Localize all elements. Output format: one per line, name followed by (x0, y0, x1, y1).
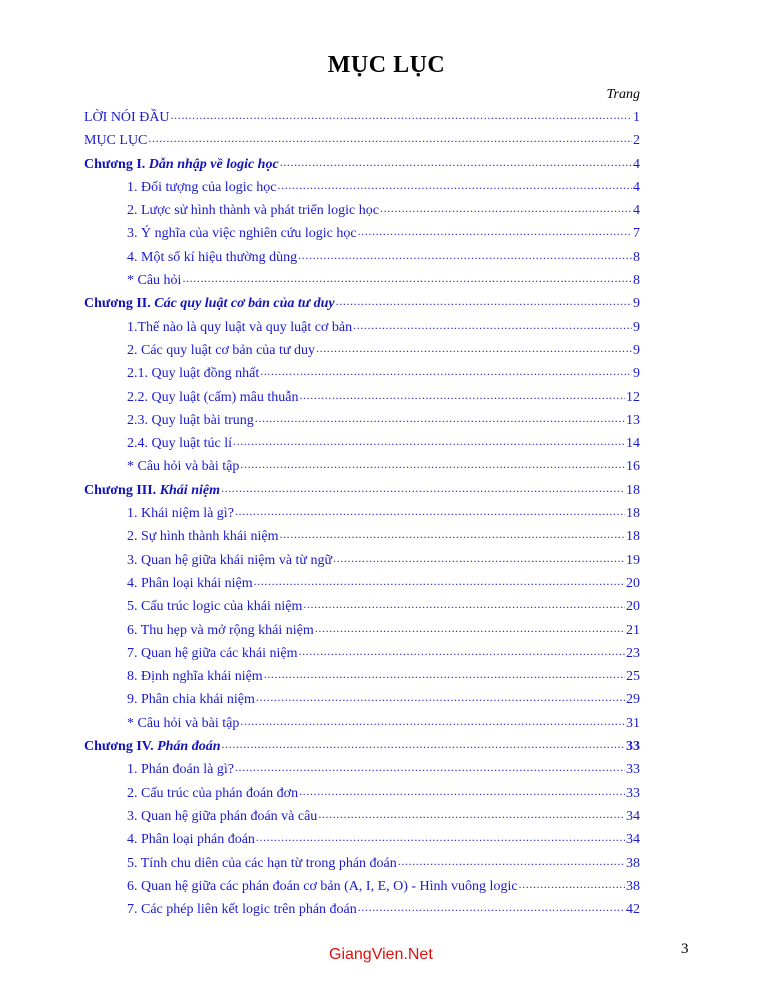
toc-entry[interactable] (84, 759, 640, 782)
dot-leader (398, 853, 625, 867)
watermark: GiangVien.Net (329, 946, 433, 963)
table-of-contents (84, 107, 640, 922)
toc-entry-title: 2.2. Quy luật (cấm) mâu thuẫn (127, 389, 299, 405)
dot-leader (255, 410, 625, 424)
dot-leader (235, 503, 625, 517)
toc-page-number: 4 (633, 156, 640, 172)
toc-page-number: 38 (626, 855, 640, 871)
chapter-label: Chương I. (84, 156, 149, 172)
toc-entry-title: * Câu hỏi và bài tập (127, 715, 240, 731)
toc-page-number: 21 (626, 622, 640, 638)
toc-page-number: 13 (626, 412, 640, 428)
toc-page-number: 14 (626, 436, 640, 452)
dot-leader (298, 247, 632, 261)
dot-leader (278, 177, 632, 191)
toc-entry[interactable] (84, 526, 640, 549)
toc-entry[interactable] (84, 456, 640, 479)
toc-entry[interactable] (84, 713, 640, 736)
toc-entry-title: 7. Quan hệ giữa các khái niệm (127, 645, 298, 661)
toc-page-number: 20 (626, 575, 640, 591)
toc-entry[interactable] (84, 223, 640, 246)
toc-page-number: 4 (633, 179, 640, 195)
toc-entry[interactable] (84, 806, 640, 829)
toc-page-number: 33 (626, 762, 640, 778)
toc-chapter-entry[interactable] (84, 293, 640, 316)
dot-leader (298, 643, 625, 657)
toc-page-number: 9 (633, 319, 640, 335)
toc-entry-title: 5. Cấu trúc logic của khái niệm (127, 599, 303, 615)
toc-entry[interactable] (84, 200, 640, 223)
toc-page-number: 19 (626, 552, 640, 568)
toc-entry[interactable] (84, 363, 640, 386)
toc-entry[interactable] (84, 573, 640, 596)
toc-page-number: 4 (633, 203, 640, 219)
toc-entry[interactable] (84, 340, 640, 363)
dot-leader (222, 736, 625, 750)
toc-chapter-entry[interactable] (84, 736, 640, 759)
toc-entry-title: MỤC LỤC (84, 133, 148, 149)
toc-entry[interactable] (84, 596, 640, 619)
toc-entry[interactable] (84, 620, 640, 643)
toc-entry[interactable] (84, 783, 640, 806)
toc-entry-title: 6. Quan hệ giữa các phán đoán cơ bản (A, I, E, O) - Hình vuông logic (127, 878, 518, 894)
toc-entry-title: 4. Một số kí hiệu thường dùng (127, 249, 298, 265)
toc-entry-title: 3. Quan hệ giữa phán đoán và câu (127, 808, 318, 824)
chapter-label: Chương IV. (84, 739, 158, 755)
toc-entry-title: 1. Phán đoán là gì? (127, 762, 234, 778)
dot-leader (519, 876, 625, 890)
toc-page-number: 20 (626, 599, 640, 615)
toc-entry-title: 2. Các quy luật cơ bản của tư duy (127, 342, 315, 358)
dot-leader (380, 200, 632, 214)
dot-leader (358, 899, 625, 913)
dot-leader (240, 456, 625, 470)
toc-entry-title (84, 483, 220, 499)
toc-page-number: 18 (626, 529, 640, 545)
dot-leader (171, 107, 632, 121)
toc-chapter-entry[interactable] (84, 154, 640, 177)
toc-page-number: 18 (626, 506, 640, 522)
dot-leader (333, 550, 625, 564)
toc-entry-title: 2.4. Quy luật túc lí (127, 436, 232, 452)
page-number: 3 (681, 941, 689, 957)
dot-leader (256, 689, 625, 703)
dot-leader (279, 526, 625, 540)
dot-leader (303, 596, 625, 610)
toc-page-number: 25 (626, 669, 640, 685)
toc-page-number: 42 (626, 902, 640, 918)
toc-entry[interactable] (84, 829, 640, 852)
dot-leader (316, 340, 632, 354)
dot-leader (256, 829, 625, 843)
toc-entry-title: 6. Thu hẹp và mở rộng khái niệm (127, 622, 314, 638)
chapter-title: Các quy luật cơ bản của tư duy (154, 296, 335, 312)
toc-page-number: 23 (626, 645, 640, 661)
toc-page-number: 33 (626, 739, 640, 755)
toc-entry[interactable] (84, 130, 640, 153)
toc-entry-title: 7. Các phép liên kết logic trên phán đoán (127, 902, 357, 918)
dot-leader (235, 759, 625, 773)
dot-leader (260, 363, 632, 377)
dot-leader (221, 480, 625, 494)
toc-entry[interactable] (84, 270, 640, 293)
toc-entry[interactable] (84, 317, 640, 340)
dot-leader (254, 573, 625, 587)
toc-page-number: 18 (626, 482, 640, 498)
toc-page-number: 34 (626, 832, 640, 848)
toc-chapter-entry[interactable] (84, 480, 640, 503)
page-column-label: Trang (606, 87, 640, 102)
toc-entry-title: 9. Phân chia khái niệm (127, 692, 255, 708)
dot-leader (336, 293, 632, 307)
dot-leader (353, 317, 632, 331)
toc-entry-title: * Câu hỏi và bài tập (127, 459, 240, 475)
toc-entry-title: 3. Quan hệ giữa khái niệm và từ ngữ (127, 552, 333, 568)
dot-leader (280, 154, 632, 168)
toc-entry-title: 2.3. Quy luật bài trung (127, 412, 254, 428)
toc-entry[interactable] (84, 689, 640, 712)
toc-entry-title (84, 739, 221, 755)
dot-leader (240, 713, 625, 727)
toc-entry[interactable] (84, 666, 640, 689)
toc-page-number: 2 (633, 133, 640, 149)
toc-entry[interactable] (84, 503, 640, 526)
toc-entry-title: 5. Tính chu diên của các hạn từ trong phán đoán (127, 855, 397, 871)
chapter-title: Phán đoán (157, 739, 221, 755)
dot-leader (318, 806, 625, 820)
toc-entry-title (84, 157, 279, 173)
toc-page-number: 1 (633, 110, 640, 125)
toc-entry[interactable] (84, 876, 640, 899)
toc-entry-title: * Câu hỏi (127, 273, 182, 289)
dot-leader (264, 666, 625, 680)
toc-page-number: 33 (626, 785, 640, 801)
toc-entry[interactable] (84, 107, 640, 130)
toc-page-number: 9 (633, 342, 640, 358)
toc-entry-title: 2.1. Quy luật đồng nhất (127, 366, 260, 382)
toc-entry-title: 2. Cấu trúc của phán đoán đơn (127, 785, 299, 801)
dot-leader (299, 387, 625, 401)
toc-page-number: 31 (626, 715, 640, 731)
toc-page-number: 9 (633, 366, 640, 382)
dot-leader (315, 620, 625, 634)
toc-entry[interactable] (84, 177, 640, 200)
toc-page-number: 9 (633, 296, 640, 312)
toc-page-number: 8 (633, 249, 640, 265)
toc-page-number: 12 (626, 389, 640, 405)
toc-page-number: 7 (633, 226, 640, 242)
toc-entry[interactable] (84, 433, 640, 456)
toc-entry[interactable] (84, 550, 640, 573)
dot-leader (233, 433, 625, 447)
toc-entry[interactable] (84, 899, 640, 922)
toc-page-number: 38 (626, 878, 640, 894)
toc-entry[interactable] (84, 643, 640, 666)
toc-entry-title: 1. Khái niệm là gì? (127, 506, 234, 522)
toc-entry-title: 1. Đối tượng của logic học (127, 179, 277, 195)
toc-entry-title: 1.Thế nào là quy luật và quy luật cơ bản (127, 319, 353, 335)
toc-page-number: 34 (626, 808, 640, 824)
chapter-title: Khái niệm (159, 482, 220, 498)
toc-entry-title: 4. Phân loại phán đoán (127, 832, 255, 848)
page-title: MỤC LỤC (327, 52, 446, 78)
toc-entry[interactable] (84, 247, 640, 270)
toc-entry[interactable] (84, 853, 640, 876)
toc-entry[interactable] (84, 410, 640, 433)
chapter-label: Chương III. (84, 482, 160, 498)
toc-entry-title: 2. Sự hình thành khái niệm (127, 529, 279, 545)
toc-page-number: 29 (626, 692, 640, 708)
dot-leader (148, 130, 632, 144)
toc-page-number: 16 (626, 459, 640, 475)
toc-entry-title: 3. Ý nghĩa của việc nghiên cứu logic học (127, 226, 357, 242)
toc-entry-title: 2. Lược sử hình thành và phát triển logic học (127, 203, 379, 219)
dot-leader (299, 783, 625, 797)
chapter-label: Chương II. (84, 296, 155, 312)
chapter-title: Dẫn nhập về logic học (148, 156, 279, 172)
toc-entry-title (84, 296, 335, 312)
dot-leader (358, 223, 632, 237)
dot-leader (182, 270, 632, 284)
toc-entry-title: LỜI NÓI ĐẦU (84, 110, 170, 125)
toc-entry-title: 8. Định nghĩa khái niệm (127, 669, 263, 685)
toc-entry-title: 4. Phân loại khái niệm (127, 575, 253, 591)
toc-page-number: 8 (633, 273, 640, 289)
toc-entry[interactable] (84, 387, 640, 410)
